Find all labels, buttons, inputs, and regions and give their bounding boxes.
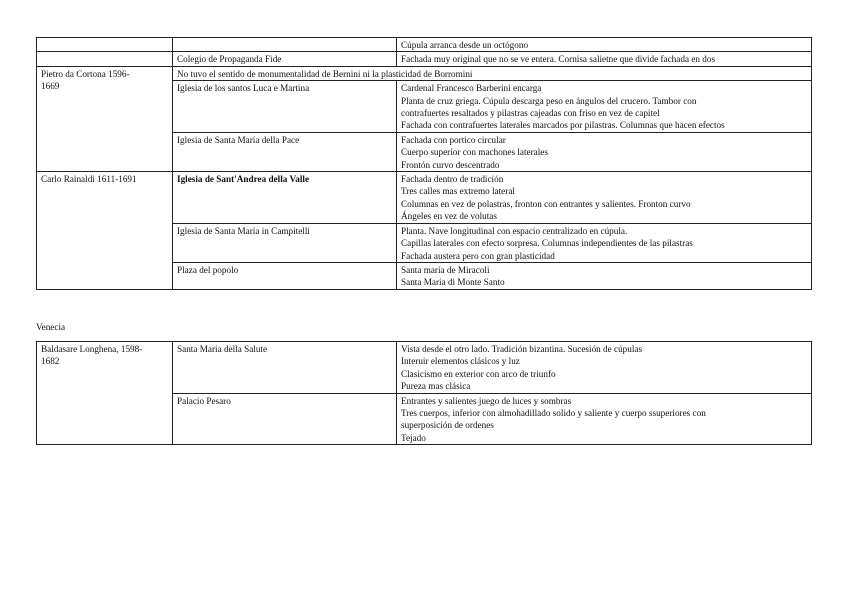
artist-dates: 1669 bbox=[41, 81, 60, 92]
note-line: Planta de cruz griega. Cúpula descarga peso en ángulos del crucero. Tambor con bbox=[401, 95, 697, 106]
note-line: Interuir elementos clásicos y luz bbox=[401, 356, 520, 367]
note-line: Fachada dentro de tradición bbox=[401, 174, 504, 185]
note-line: Columnas en vez de polastras, fronton con entrantes y salientes. Fronton curvo bbox=[401, 198, 691, 209]
note-line: Cardenal Francesco Barberini encarga bbox=[401, 83, 542, 94]
work-name: Palacio Pesaro bbox=[173, 393, 397, 445]
note-line: Tres cuerpos, inferior con almohadillado solido y saliente y cuerpo ssuperiores con bbox=[401, 408, 706, 419]
note-line: Tejado bbox=[401, 432, 426, 443]
note-line: Fachada con portico circular bbox=[401, 134, 506, 145]
note-line: Capillas laterales con efecto sorpresa. Columnas independientes de las pilastras bbox=[401, 238, 693, 249]
table-row bbox=[37, 66, 812, 80]
section-heading-venecia: Venecia bbox=[36, 322, 66, 332]
note-line: Ángeles en vez de volutas bbox=[401, 211, 497, 222]
table-cell bbox=[37, 38, 173, 52]
artist-cell bbox=[37, 66, 173, 171]
note-line: Fachada muy original que no se ve entera. Cornisa salietne que divide fachada en dos bbox=[401, 54, 716, 65]
work-name: Iglesia de los santos Luca e Martina bbox=[173, 81, 397, 133]
note-line: Vista desde el otro lado. Tradición bizantina. Sucesión de cúpulas bbox=[401, 344, 643, 354]
work-notes bbox=[397, 262, 812, 289]
note-line: Santa maría de Miracoli bbox=[401, 264, 490, 275]
table-cell bbox=[397, 38, 812, 52]
note-line: contrafuertes resaltados y pilastras cajeadas con friso en vez de capitel bbox=[401, 108, 660, 119]
work-name: Santa María della Salute bbox=[173, 342, 397, 394]
artist-intro: No tuvo el sentido de monumentalidad de Bernini ni la plasticidad de Borromini bbox=[173, 66, 812, 80]
work-name: Colegio de Propaganda Fide bbox=[173, 52, 397, 66]
artist-name: Carlo Rainaldi 1611-1691 bbox=[41, 174, 137, 185]
note-line: Planta. Nave longitudinal con espacio centralizado en cúpula. bbox=[401, 225, 628, 236]
artist-name: Pietro da Cortona 1596- bbox=[41, 68, 130, 79]
table-cell bbox=[173, 38, 397, 52]
work-notes bbox=[397, 132, 812, 171]
note-line: Cúpula arranca desde un octógono bbox=[401, 40, 529, 50]
note-line: Cuerpo superior con machones laterales bbox=[401, 147, 548, 158]
work-notes bbox=[397, 393, 812, 445]
note-line: Clasicismo en exterior con arco de triunfo bbox=[401, 368, 556, 379]
work-name: Iglesia de Santa María in Campitelli bbox=[173, 223, 397, 262]
note-line: Entrantes y salientes juego de luces y sombras bbox=[401, 395, 572, 406]
note-line: Tres calles mas extremo lateral bbox=[401, 186, 515, 197]
work-notes bbox=[397, 342, 812, 394]
work-name: Iglesia de Sant'Andrea della Valle bbox=[173, 172, 397, 224]
note-line: superposición de ordenes bbox=[401, 420, 494, 431]
table-row bbox=[37, 52, 812, 66]
table-cell bbox=[37, 52, 173, 66]
baroque-rome-table bbox=[36, 37, 812, 290]
table-row bbox=[37, 38, 812, 52]
note-line: Frontón curvo descentrado bbox=[401, 159, 500, 170]
work-notes bbox=[397, 81, 812, 133]
note-line: Fachada austera pero con gran plasticidad bbox=[401, 250, 555, 261]
table-row bbox=[37, 342, 812, 394]
note-line: Fachada con contrafuertes laterales marcados por pilastras. Columnas que hacen efectos bbox=[401, 120, 725, 131]
artist-dates: 1682 bbox=[41, 356, 60, 367]
artist-cell bbox=[37, 172, 173, 290]
table-row bbox=[37, 172, 812, 224]
note-line: Santa María di Monte Santo bbox=[401, 277, 505, 288]
artist-name: Baldasare Longhena, 1598- bbox=[41, 344, 143, 354]
artist-cell bbox=[37, 342, 173, 445]
work-name: Iglesia de Santa María della Pace bbox=[173, 132, 397, 171]
work-notes bbox=[397, 172, 812, 224]
note-line: Pureza mas clásica bbox=[401, 381, 471, 392]
venice-table bbox=[36, 341, 812, 445]
work-notes bbox=[397, 223, 812, 262]
table-cell bbox=[397, 52, 812, 66]
work-name: Plaza del popolo bbox=[173, 262, 397, 289]
